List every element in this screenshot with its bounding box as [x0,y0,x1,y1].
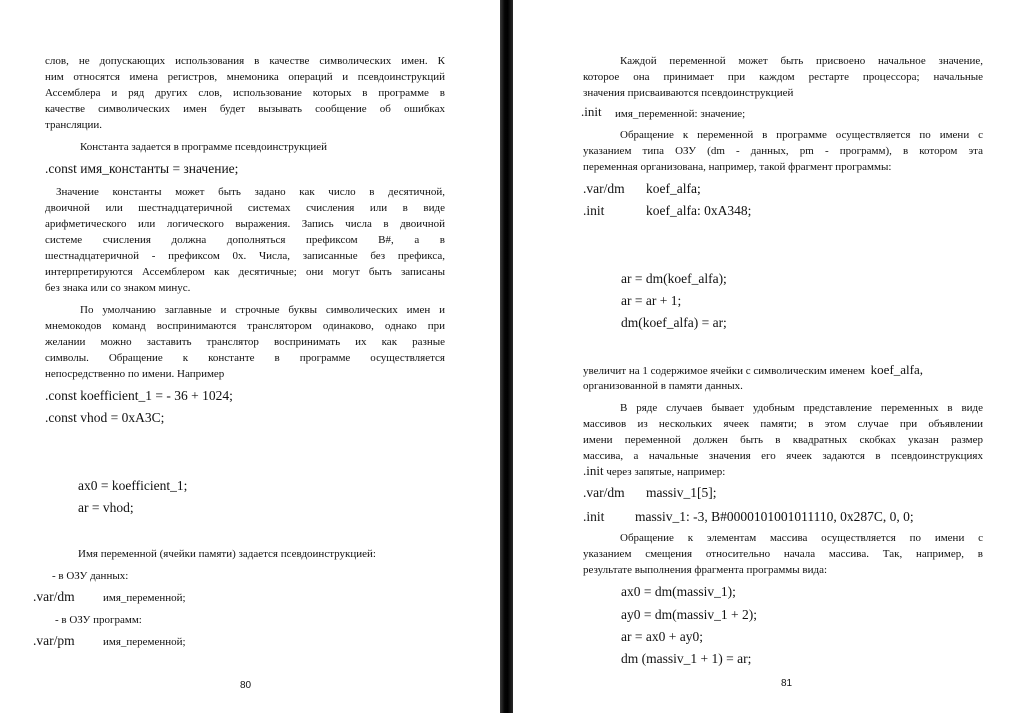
code-keyword: .var/dm [33,589,75,604]
right-page [513,0,1027,713]
paragraph-line [583,463,725,480]
paragraph-line: указанием смещения относительно начала массива. Так, например, в [583,548,983,560]
code-line: .const koefficient_1 = - 36 + 1024; [45,388,233,403]
paragraph-line: массивов из нескольких ячеек памяти; в этом случае при объявлении [583,418,983,430]
code-argument: massiv_1[5]; [646,485,717,500]
paragraph-line: качестве символических имен будет вызывать сообщение об ошибках [45,103,445,115]
code-line: .const имя_константы = значение; [45,161,239,176]
paragraph-line: без знака или со знаком минус. [45,282,191,294]
page-number: 80 [240,680,252,691]
paragraph-line: значения присваиваются псевдоинструкцией [583,87,794,99]
paragraph-line: Значение константы может быть задано как число в десятичной, [56,186,445,198]
paragraph-line: - в ОЗУ данных: [52,570,129,582]
code-line: ax0 = dm(massiv_1); [621,584,736,599]
paragraph-line: которое она принимает при каждом рестарте процессора; начальные [583,71,983,83]
code-keyword: .init [583,203,605,218]
paragraph-line: интерпретируются Ассемблером как десятичные; они могут быть записаны [45,266,445,278]
code-argument: koef_alfa: 0xA348; [646,203,752,218]
paragraph-line: Ассемблера и ряд других слов, использование которых в программе в [45,87,445,99]
code-argument: имя_переменной; [103,592,186,604]
paragraph-line: символы. Обращение к константе в программе осуществляется [45,352,445,364]
paragraph-line: трансляции. [45,119,103,131]
code-argument: имя_переменной: значение; [615,108,746,120]
paragraph-text: увеличит на 1 содержимое ячейки с символическим именем [583,365,865,377]
code-keyword: .var/dm [583,181,625,196]
code-argument: massiv_1: -3, B#0000101001011110, 0x287C, 0, 0; [635,509,914,524]
paragraph-line: переменная организована, например, такой фрагмент программы: [583,161,892,173]
code-argument: koef_alfa; [646,181,701,196]
paragraph-line: двоичной или шестнадцатеричной системах счисления или в виде [45,202,445,214]
code-line: .const vhod = 0xA3C; [45,410,165,425]
code-keyword: .init [581,104,602,119]
paragraph-line: имени переменной должен быть в квадратных скобках указан размер [583,434,983,446]
paragraph-line: ним относятся имена регистров, мнемоника операций и псевдоинструкций [45,71,445,83]
paragraph-line: - в ОЗУ программ: [55,614,142,626]
paragraph-line: В ряде случаев бывает удобным представление переменных в виде [620,402,983,414]
paragraph-line: результате выполнения фрагмента программы вида: [583,564,828,576]
paragraph-line [583,362,923,379]
paragraph-line: желании можно заставить транслятор воспринимать их как разные [45,336,445,348]
paragraph-line: непосредственно по имени. Например [45,368,225,380]
paragraph-line: слов, не допускающих использования в качестве символических имен. К [45,55,445,67]
code-keyword: .var/dm [583,485,625,500]
paragraph-line: арифметического или логического выражения. Запись числа в двоичной [45,218,445,230]
paragraph-line: По умолчанию заглавные и строчные буквы символических имен и [80,304,445,316]
code-keyword: .var/pm [33,633,75,648]
paragraph-line: массива, а начальные значения его ячеек задаются в псевдоинструкциях [583,450,983,462]
code-line: ar = ar + 1; [621,293,682,308]
paragraph-line: Каждой переменной может быть присвоено начальное значение, [620,55,983,67]
paragraph-line: Имя переменной (ячейки памяти) задается псевдоинструкцией: [78,548,376,560]
paragraph-line: Обращение к переменной в программе осуществляется по имени с [620,129,983,141]
inline-code: .init [583,463,604,478]
code-line: ay0 = dm(massiv_1 + 2); [621,607,757,622]
paragraph-line: шестнадцатеричной - префиксом 0x. Числа, записанные без префикса, [45,250,445,262]
paragraph-line: организованной в памяти данных. [583,380,743,392]
code-line: ax0 = koefficient_1; [78,478,188,493]
paragraph-line: Обращение к элементам массива осуществляется по имени с [620,532,983,544]
paragraph-line: мнемокодов команд воспринимаются транслятором одинаково, однако при [45,320,445,332]
book-spine [500,0,513,713]
code-keyword: .init [583,509,605,524]
code-line: ar = ax0 + ay0; [621,629,703,644]
paragraph-text: через запятые, например: [606,466,726,478]
paragraph-line: Константа задается в программе псевдоинструкцией [80,141,327,153]
code-line: ar = dm(koef_alfa); [621,271,727,286]
page-number: 81 [781,678,793,689]
code-argument: имя_переменной; [103,636,186,648]
code-line: dm (massiv_1 + 1) = ar; [621,651,752,666]
code-line: dm(koef_alfa) = ar; [621,315,727,330]
paragraph-line: указанием типа ОЗУ (dm - данных, pm - программ), в котором эта [583,145,983,157]
inline-code: koef_alfa, [870,362,924,377]
left-page [0,0,500,713]
code-line: ar = vhod; [78,500,134,515]
paragraph-line: системе счисления должна дополняться префиксом B#, а в [45,234,445,246]
